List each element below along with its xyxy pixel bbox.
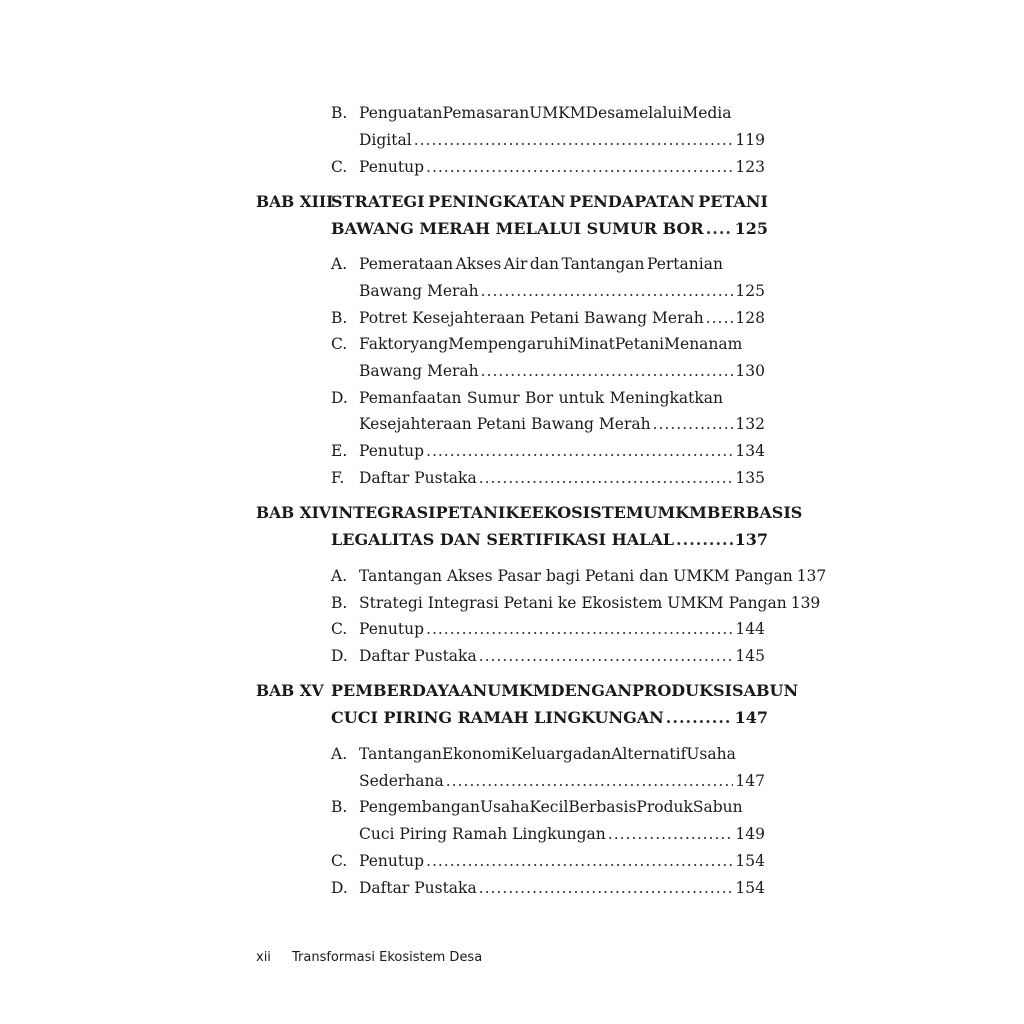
page-number: 137 [796,567,827,585]
title-word: Akses [455,255,502,273]
toc-entry-daftar-pustaka-14[interactable]: Daftar Pustaka ..... 145 [359,646,765,666]
toc-entry-penutup-14[interactable]: Penutup ..... 144 [359,619,765,639]
toc-entry-potret[interactable]: Potret Kesejahteraan Petani Bawang Merah ..... 128 [359,308,765,328]
title-word: Pengembangan [359,798,480,816]
toc-entry-tantangan-akses[interactable]: Tantangan Akses Pasar bagi Petani dan UMKM Pangan 137 [359,567,827,585]
item-letter: A. [331,745,348,763]
title-word: Ekonomi [441,745,511,763]
toc-entry-penutup-15[interactable]: Penutup ..... 154 [359,851,765,871]
toc-entry-pemerataan-line1[interactable] [359,254,723,274]
item-letter: F. [331,469,345,487]
title-word: Tantangan [561,255,645,273]
toc-entry-penutup-12[interactable]: Penutup ..... 123 [359,157,765,177]
toc-entry-pengembangan-line1[interactable] [359,797,743,817]
title-word: Sumur [466,389,520,407]
title-word: Tantangan [359,745,442,763]
chapter-title-line1[interactable] [331,192,768,212]
title-word: PETANI [435,503,506,522]
title-word: Pertanian [646,255,723,273]
page-number: 130 [735,362,765,380]
page-number: 125 [734,219,768,238]
title-word: Desa [585,104,625,122]
page-number: 139 [790,594,821,612]
title-word: Produk [636,798,693,816]
item-letter: D. [331,879,348,897]
item-letter: A. [331,255,348,273]
page-number: 147 [734,708,768,727]
title-word: Penguatan [359,104,443,122]
chapter-number: BAB XV [256,681,324,700]
title-word: Usaha [686,745,736,763]
title-word: KE [505,503,532,522]
page-number: 135 [735,469,765,487]
title-word: PENDAPATAN [569,192,695,211]
title-word: dan [529,255,560,273]
title-word: STRATEGI [331,192,425,211]
page-number: 154 [735,879,765,897]
title-word: Pemerataan [359,255,454,273]
title-word: dan [582,745,612,763]
title-word: Sabun [692,798,743,816]
chapter-title-line2[interactable]: BAWANG MERAH MELALUI SUMUR BOR ..... 125 [331,219,768,239]
toc-entry-pengembangan-line2[interactable]: Cuci Piring Ramah Lingkungan ..... 149 [359,824,765,844]
chapter-number: BAB XIV [256,503,331,522]
title-word: Bor [525,389,554,407]
toc-entry-pemanfaatan-line1[interactable] [359,388,723,408]
title-word: UMKM [487,681,551,700]
title-word: EKOSISTEM [531,503,644,522]
title-word: Minat [568,335,615,353]
title-word: yang [410,335,449,353]
page-number: 125 [735,282,765,300]
page-number: 149 [735,825,765,843]
item-letter: B. [331,104,348,122]
toc-entry-pemerataan-line2[interactable]: Bawang Merah ..... 125 [359,281,765,301]
title-word: Pemasaran [442,104,530,122]
title-word: PRODUKSI [631,681,733,700]
item-letter: A. [331,567,348,585]
title-word: Media [682,104,732,122]
item-letter: B. [331,309,348,327]
page-number: 132 [735,415,765,433]
title-word: SABUN [732,681,799,700]
toc-entry-penutup-13[interactable]: Penutup ..... 134 [359,441,765,461]
title-word: Keluarga [510,745,583,763]
title-word: Kecil [529,798,569,816]
title-word: Berbasis [568,798,637,816]
chapter-title-line2[interactable]: CUCI PIRING RAMAH LINGKUNGAN ..... 147 [331,708,768,728]
chapter-number: BAB XIII [256,192,334,211]
toc-entry-strategi-integrasi[interactable]: Strategi Integrasi Petani ke Ekosistem UMKM Pangan 139 [359,594,821,612]
title-word: UMKM [529,104,586,122]
item-letter: E. [331,442,348,460]
title-word: PETANI [698,192,768,211]
item-letter: B. [331,798,348,816]
footer-book-title: Transformasi Ekosistem Desa [292,950,483,965]
title-word: untuk [558,389,605,407]
item-letter: D. [331,389,348,407]
page-number: 137 [734,530,768,549]
item-letter: C. [331,158,348,176]
toc-entry-penguatan-line1[interactable] [359,103,732,123]
toc-entry-tantangan-ekonomi-line2[interactable]: Sederhana ..... 147 [359,771,765,791]
chapter-title-line1[interactable] [331,681,799,701]
title-word: PEMBERDAYAAN [331,681,488,700]
title-word: Faktor [359,335,411,353]
title-word: DENGAN [550,681,632,700]
toc-entry-penguatan-line2[interactable]: Digital ..... 119 [359,130,765,150]
chapter-title-line2[interactable]: LEGALITAS DAN SERTIFIKASI HALAL ..... 137 [331,530,768,550]
page-number: 145 [735,647,765,665]
title-word: Usaha [479,798,530,816]
toc-entry-faktor-line1[interactable] [359,334,743,354]
page-number: 128 [735,309,765,327]
title-word: Alternatif [611,745,687,763]
title-word: BERBASIS [706,503,803,522]
footer-page-number: xii [256,950,271,965]
title-word: UMKM [643,503,707,522]
page-number: 134 [735,442,765,460]
title-word: Pemanfaatan [359,389,462,407]
toc-entry-pemanfaatan-line2[interactable]: Kesejahteraan Petani Bawang Merah ..... 132 [359,414,765,434]
title-word: Petani [614,335,665,353]
item-letter: D. [331,647,348,665]
title-word: Mempengaruhi [448,335,569,353]
toc-entry-daftar-pustaka-15[interactable]: Daftar Pustaka ..... 154 [359,878,765,898]
title-word: INTEGRASI [331,503,436,522]
item-letter: C. [331,335,348,353]
chapter-title-line1[interactable] [331,503,803,523]
title-word: PENINGKATAN [428,192,566,211]
page-number: 123 [735,158,765,176]
item-letter: C. [331,620,348,638]
page-number: 144 [735,620,765,638]
item-letter: B. [331,594,348,612]
title-word: Meningkatkan [609,389,723,407]
title-word: melalui [624,104,683,122]
toc-entry-daftar-pustaka-13[interactable]: Daftar Pustaka ..... 135 [359,468,765,488]
page-number: 154 [735,852,765,870]
toc-entry-tantangan-ekonomi-line1[interactable] [359,744,736,764]
page-number: 147 [735,772,765,790]
item-letter: C. [331,852,348,870]
page-number: 119 [735,131,765,149]
toc-entry-faktor-line2[interactable]: Bawang Merah ..... 130 [359,361,765,381]
title-word: Air [503,255,528,273]
title-word: Menanam [664,335,743,353]
